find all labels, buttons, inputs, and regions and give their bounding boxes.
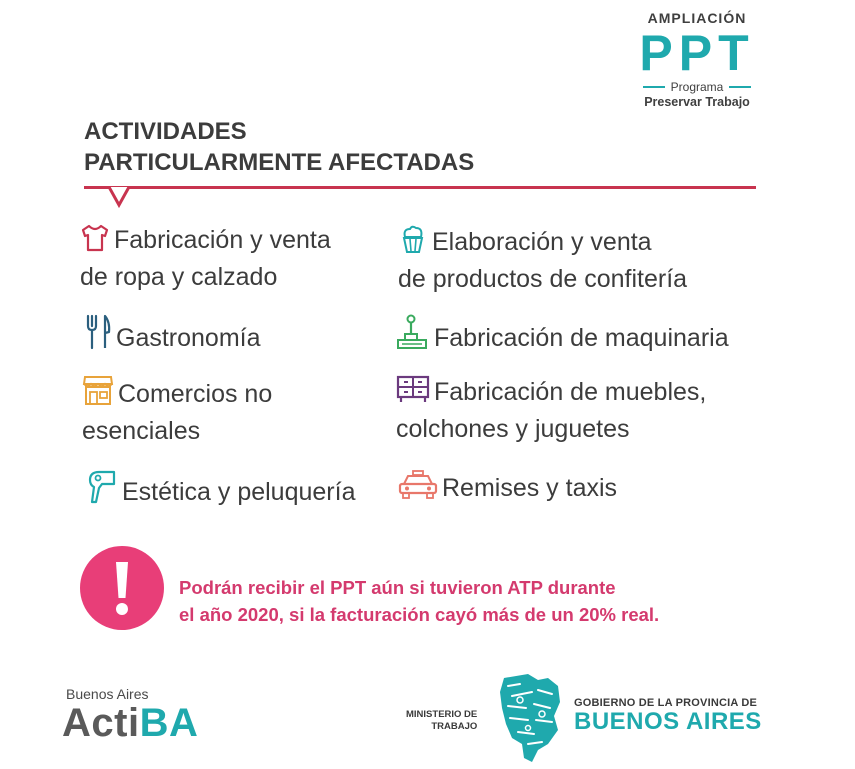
alert-line-1: Podrán recibir el PPT aún si tuvieron ATP durante	[179, 577, 616, 598]
ministerio-label	[406, 709, 477, 733]
activity-muebles-line1: Fabricación de muebles,	[434, 378, 707, 406]
title-line-2: PARTICULARMENTE AFECTADAS	[84, 149, 475, 176]
activity-confiteria	[398, 224, 687, 296]
actiba-subtitle: Buenos Aires	[66, 686, 149, 702]
activity-ropa-line2: de ropa y calzado	[80, 263, 278, 291]
activity-confiteria-line1: Elaboración y venta	[432, 228, 652, 256]
activity-ropa	[80, 224, 331, 294]
taxi-icon	[398, 470, 438, 509]
hair-dryer-icon	[86, 470, 118, 513]
title-divider	[84, 186, 756, 189]
activity-remises-line1: Remises y taxis	[442, 474, 618, 502]
title-line-1: ACTIVIDADES	[84, 118, 247, 145]
alert-line-2: el año 2020, si la facturación cayó más de un 20% real.	[179, 604, 660, 625]
shirt-icon	[80, 224, 110, 261]
activity-maquinaria	[394, 314, 729, 359]
ministerio-line-2: TRABAJO	[431, 721, 478, 732]
actiba-wordmark-ba: BA	[139, 701, 199, 745]
province-map-icon	[498, 672, 564, 764]
activity-comercios-line1: Comercios no	[118, 380, 273, 408]
ppt-logo	[618, 10, 776, 109]
dash-right	[729, 86, 751, 88]
gobierno-logo	[574, 697, 762, 735]
ppt-programa-label: Programa	[670, 80, 724, 94]
actiba-logo	[62, 686, 198, 744]
fork-knife-icon	[84, 314, 112, 359]
gobierno-subtitle: GOBIERNO DE LA PROVINCIA DE	[574, 697, 758, 709]
divider-notch-icon	[108, 187, 130, 209]
activity-gastronomia	[84, 314, 261, 359]
actiba-wordmark-acti: Acti	[62, 701, 140, 745]
activity-estetica	[86, 470, 355, 513]
gobierno-title: BUENOS AIRES	[574, 708, 762, 735]
ppt-ampliacion-label: AMPLIACIÓN	[647, 10, 747, 26]
alert-exclamation-icon	[80, 546, 164, 630]
ppt-preservar-label: Preservar Trabajo	[644, 95, 750, 109]
dash-left	[643, 86, 665, 88]
alert-message	[179, 574, 659, 628]
page-title	[84, 116, 474, 178]
activity-muebles-line2: colchones y juguetes	[396, 415, 630, 443]
cupcake-icon	[398, 224, 428, 263]
activity-remises	[398, 470, 617, 509]
activity-ropa-line1: Fabricación y venta	[114, 226, 331, 254]
activity-maquinaria-line1: Fabricación de maquinaria	[434, 324, 729, 352]
activity-gastronomia-line1: Gastronomía	[116, 324, 261, 352]
activity-confiteria-line2: de productos de confitería	[398, 265, 688, 293]
activity-comercios	[82, 374, 272, 448]
dresser-icon	[396, 374, 430, 413]
ministerio-line-1: MINISTERIO DE	[406, 709, 478, 720]
activity-estetica-line1: Estética y peluquería	[122, 478, 356, 506]
storefront-icon	[82, 374, 114, 415]
machine-lever-icon	[394, 314, 430, 359]
actiba-wordmark	[62, 702, 198, 744]
ppt-programa-row	[618, 80, 776, 94]
activity-muebles	[396, 374, 706, 446]
activity-comercios-line2: esenciales	[82, 417, 201, 445]
ppt-title: PPT	[639, 25, 755, 81]
